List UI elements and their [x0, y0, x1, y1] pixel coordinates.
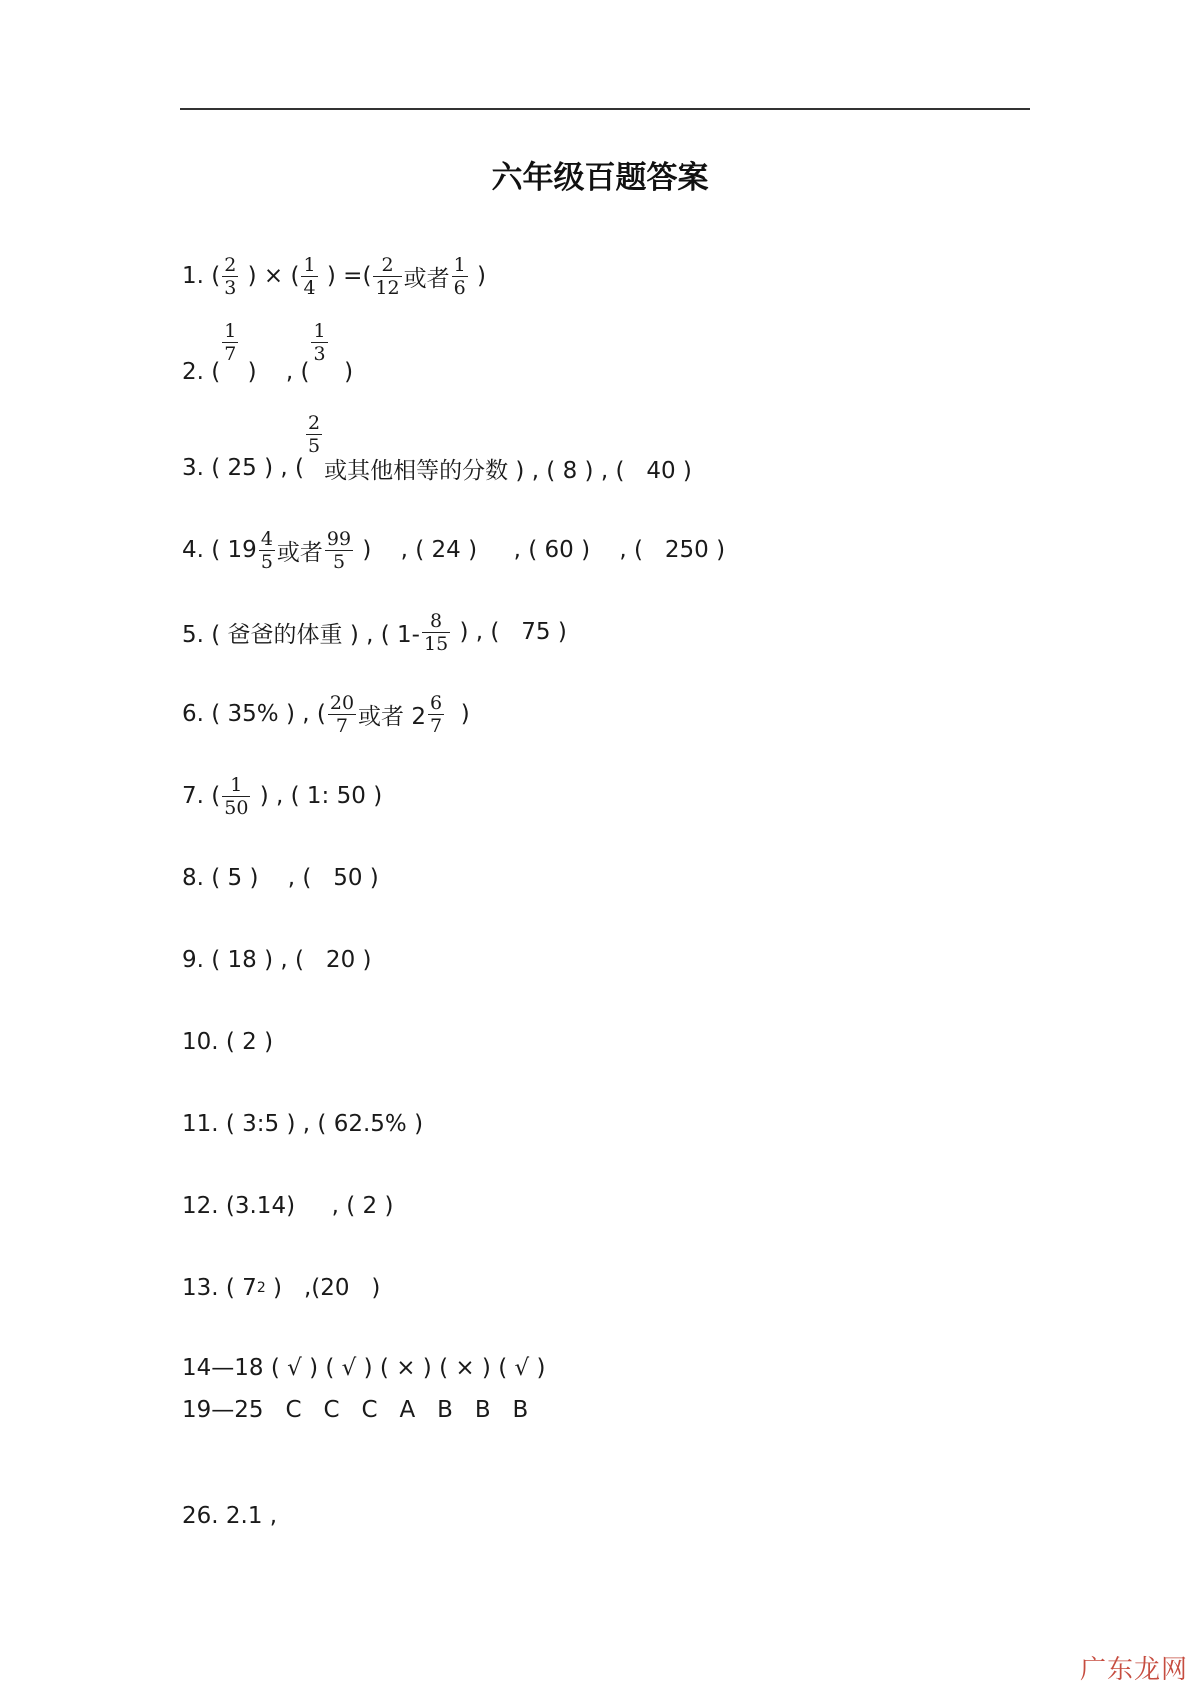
- answer-text: 8. ( 5 ) , ( 50 ): [182, 865, 379, 891]
- answer-text: 9. ( 18 ) , ( 20 ): [182, 947, 372, 973]
- answer-8: [182, 848, 379, 908]
- answer-text: ) ,(20 ): [265, 1275, 381, 1301]
- answer-text: ): [446, 701, 470, 727]
- fraction: $\frac{6}{7}$: [430, 691, 443, 737]
- answer-10: [182, 1012, 273, 1072]
- answer-5: [182, 602, 567, 662]
- answer-text: 19—25 C C C A B B B: [182, 1397, 529, 1423]
- answer-text: 26. 2.1 ,: [182, 1503, 278, 1529]
- answer-text: ) , (: [240, 359, 310, 385]
- fraction: $\frac{8}{15}$: [423, 609, 449, 655]
- answer-text: 12. (3.14) , ( 2 ): [182, 1193, 394, 1219]
- header-rule: [180, 108, 1030, 110]
- fraction: $\frac{99}{5}$: [326, 527, 352, 573]
- answer-text: ): [329, 359, 354, 385]
- answer-11: [182, 1094, 423, 1154]
- fraction: $\frac{2}{5}$: [308, 411, 321, 457]
- answer-text: ) , ( 1: 50 ): [252, 783, 383, 809]
- exponent: 2: [256, 1280, 266, 1296]
- answer-text: 13. ( 7: [182, 1275, 257, 1301]
- answer-4: [182, 520, 725, 580]
- answer-6: [182, 684, 470, 744]
- answer-text: 4. ( 19: [182, 537, 257, 563]
- fraction: $\frac{4}{5}$: [260, 527, 273, 573]
- fraction: $\frac{1}{4}$: [303, 253, 316, 299]
- answer-26: [182, 1486, 277, 1546]
- answer-text: 或者 2: [358, 703, 426, 730]
- answer-text: 11. ( 3:5 ) , ( 62.5% ): [182, 1111, 424, 1137]
- answer-text: 6. ( 35% ) , (: [182, 701, 326, 727]
- answer-text: 3. ( 25 ) , (: [182, 455, 304, 481]
- page-title: 六年级百题答案: [491, 160, 709, 196]
- fraction: $\frac{1}{6}$: [453, 253, 466, 299]
- answer-text: 14—18 ( √ ) ( √ ) ( × ) ( × ) ( √ ): [182, 1355, 546, 1381]
- answer-text: ) , ( 75 ): [452, 619, 567, 645]
- answer-text: ) × (: [240, 263, 300, 289]
- answer-text: ) , ( 24 ) , ( 60 ) , ( 250 ): [355, 537, 726, 563]
- answer-text: 7. (: [182, 783, 221, 809]
- fraction: $\frac{1}{50}$: [224, 773, 249, 819]
- answer-text: 5. ( 爸爸的体重 ) , ( 1-: [182, 621, 420, 648]
- answer-text: 或其他相等的分数 ) , ( 8 ) , ( 40 ): [324, 457, 692, 484]
- answer-text: 1. (: [182, 263, 221, 289]
- answer-3: [182, 411, 692, 498]
- answer-12: [182, 1176, 393, 1236]
- answer-1: [182, 246, 486, 306]
- answer-19-25: [182, 1380, 528, 1440]
- answer-text: 2. (: [182, 359, 221, 385]
- fraction: $\frac{2}{3}$: [224, 253, 237, 299]
- fraction: $\frac{20}{7}$: [329, 691, 355, 737]
- fraction: $\frac{1}{3}$: [313, 319, 326, 365]
- fraction: $\frac{2}{12}$: [375, 253, 400, 299]
- answer-text: 或者: [403, 265, 450, 292]
- answer-text: 或者: [276, 539, 323, 566]
- answer-text: 10. ( 2 ): [182, 1029, 274, 1055]
- answer-2: [182, 319, 354, 402]
- answer-13: [182, 1258, 380, 1318]
- answer-7: [182, 766, 382, 826]
- answer-text: ): [469, 263, 486, 289]
- answer-9: [182, 930, 371, 990]
- answer-text: ) =(: [319, 263, 372, 289]
- fraction: $\frac{1}{7}$: [224, 319, 237, 365]
- watermark-logo: 广东龙网: [1079, 1655, 1188, 1685]
